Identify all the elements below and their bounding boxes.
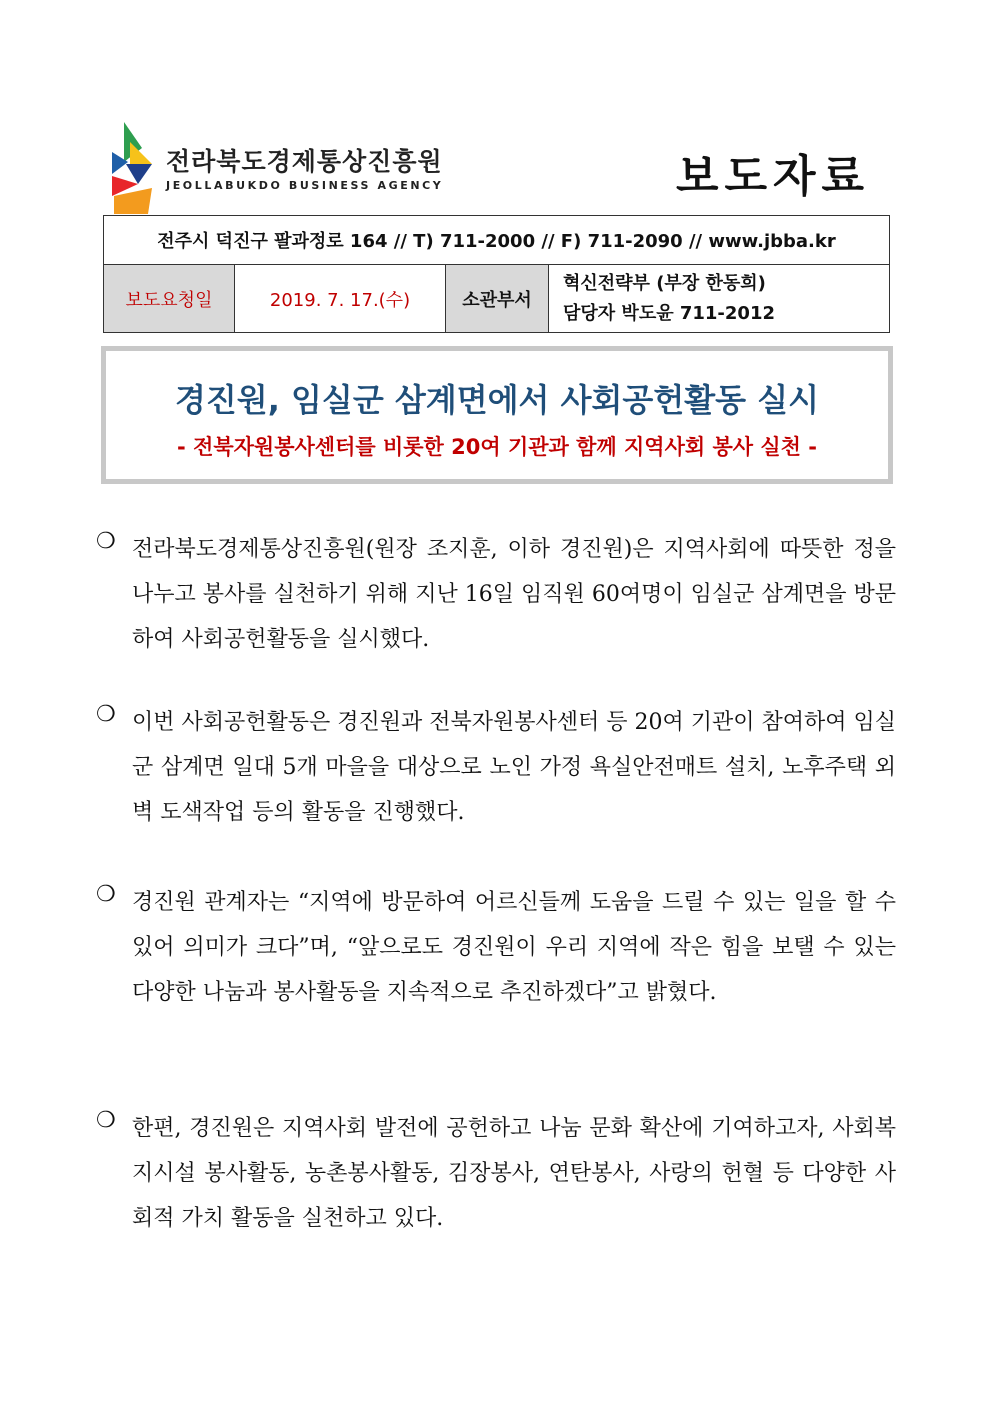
headline-box: [101, 346, 893, 484]
bullet-icon: ❍: [96, 1108, 116, 1133]
paragraph-text: 이번 사회공헌활동은 경진원과 전북자원봉사센터 등 20여 기관이 참여하여 임실군 삼계면 일대 5개 마을을 대상으로 노인 가정 욕실안전매트 설치, 노후주택 외벽 도색작업 등의 활동을 진행했다.: [132, 710, 897, 825]
org-name-korean: 전라북도경제통상진흥원: [166, 147, 443, 176]
bullet-icon: ❍: [96, 702, 116, 727]
org-name-english: JEOLLABUKDO BUSINESS AGENCY: [166, 179, 444, 192]
document-type-title: 보도자료: [676, 151, 871, 202]
org-logo: [108, 118, 444, 218]
press-info-table: [103, 215, 890, 333]
paragraph-text: 전라북도경제통상진흥원(원장 조지훈, 이하 경진원)은 지역사회에 따뜻한 정을 나누고 봉사를 실천하기 위해 지난 16일 임직원 60여명이 임실군 삼계면을 방문하여 사회공헌활동을 실시했다.: [132, 537, 896, 652]
body-paragraph: [96, 880, 916, 1015]
contact-person-line: 담당자 박도윤 711-2012: [563, 302, 776, 324]
department-info: [549, 265, 890, 333]
request-date-value: 2019. 7. 17.(수): [235, 265, 446, 333]
headline-title: 경진원, 임실군 삼계면에서 사회공헌활동 실시: [174, 381, 820, 419]
headline-subtitle: - 전북자원봉사센터를 비롯한 20여 기관과 함께 지역사회 봉사 실천 -: [177, 435, 817, 459]
paragraph-text: 경진원 관계자는 “지역에 방문하여 어르신들께 도움을 드릴 수 있는 일을 할 수 있어 의미가 크다”며, “앞으로도 경진원이 우리 지역에 작은 힘을 보탤 수 있는 다양한 나눔과 봉사활동을 지속적으로 추진하겠다”고 밝혔다.: [132, 890, 896, 1005]
bullet-icon: ❍: [96, 529, 116, 554]
bullet-icon: ❍: [96, 882, 116, 907]
request-date-label: 보도요청일: [104, 265, 235, 333]
body-paragraph: [96, 700, 916, 835]
department-line: 혁신전략부 (부장 한동희): [563, 272, 766, 294]
paragraph-text: 한편, 경진원은 지역사회 발전에 공헌하고 나눔 문화 확산에 기여하고자, 사회복지시설 봉사활동, 농촌봉사활동, 김장봉사, 연탄봉사, 사랑의 헌혈 등 다양한 사회적 가치 활동을 실천하고 있다.: [132, 1116, 896, 1231]
body-paragraph: [96, 527, 916, 662]
jbba-logo-icon: [108, 118, 164, 218]
contact-info: 전주시 덕진구 팔과정로 164 // T) 711-2000 // F) 711-2090 // www.jbba.kr: [104, 216, 890, 265]
body-paragraph: [96, 1106, 916, 1241]
department-label: 소관부서: [446, 265, 549, 333]
